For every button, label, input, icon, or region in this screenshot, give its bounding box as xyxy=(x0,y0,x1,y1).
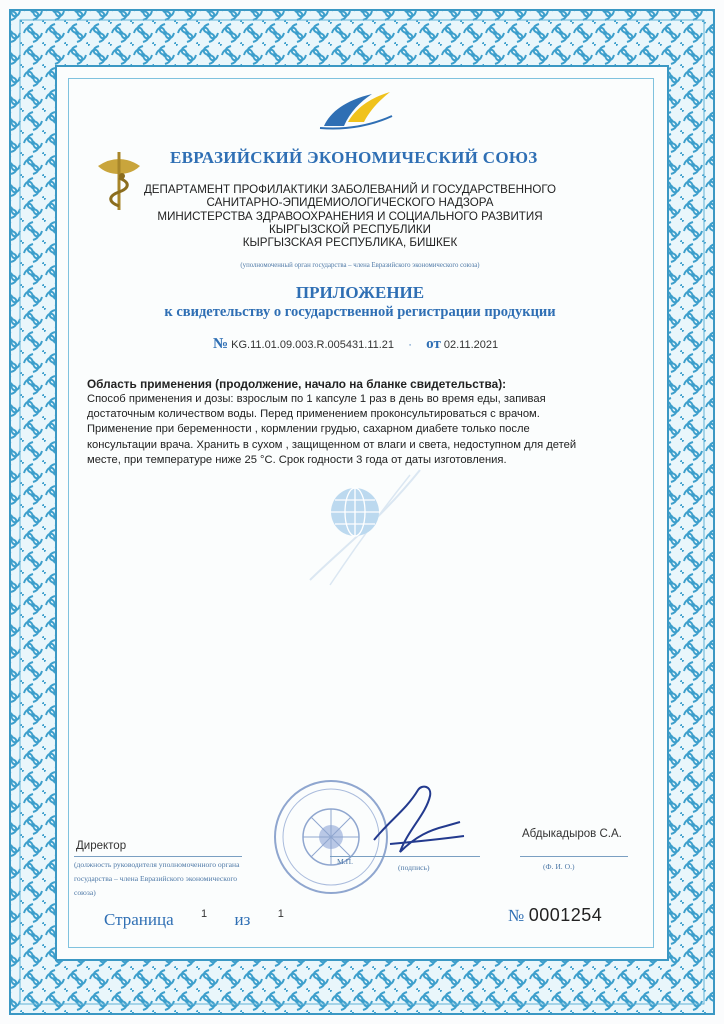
form-number-label: № xyxy=(508,906,525,925)
date-label: от xyxy=(426,336,441,352)
director-label: Директор xyxy=(76,840,127,852)
of-label: из xyxy=(234,910,251,929)
name-caption: (Ф. И. О.) xyxy=(543,862,575,871)
authority-note: (уполномоченный орган государства – члена Евразийского экономического союза) xyxy=(240,262,480,269)
text-line: Способ применения и дозы: взрослым по 1 капсуле 1 раз в день во время еды, запивая xyxy=(87,393,546,405)
text-line: Применение при беременности , кормлении грудью, сахарном диабете только после xyxy=(87,423,530,436)
stamp-caption: М.П. xyxy=(337,857,354,866)
department-block xyxy=(130,183,570,249)
number-label: № xyxy=(213,336,229,352)
form-number-value: 0001254 xyxy=(528,905,603,925)
department-line: КЫРГЫЗСКОЙ РЕСПУБЛИКИ xyxy=(269,222,431,236)
department-line: САНИТАРНО-ЭПИДЕМИОЛОГИЧЕСКОГО НАДЗОРА xyxy=(206,196,494,210)
certificate-number-line: № KG.11.01.09.003.R.005431.11.21 · от 02.11.2021 xyxy=(213,336,499,352)
scope-heading: Область применения (продолжение, начало на бланке свидетельства): xyxy=(87,377,507,391)
scope-text xyxy=(87,392,647,468)
department-line: МИНИСТЕРСТВА ЗДРАВООХРАНЕНИЯ И СОЦИАЛЬНОГО РАЗВИТИЯ xyxy=(157,209,543,223)
appendix-title: ПРИЛОЖЕНИЕ xyxy=(295,283,425,302)
text-line: месте, при температуре ниже 25 °С. Срок годности 3 года от даты изготовления. xyxy=(87,453,507,466)
certificate-date: 02.11.2021 xyxy=(443,339,499,351)
signatory-name: Абдыкадыров С.А. xyxy=(522,828,622,840)
department-line: КЫРГЫЗСКАЯ РЕСПУБЛИКА, БИШКЕК xyxy=(242,236,458,250)
page-total: 1 xyxy=(277,908,284,920)
page-label: Страница xyxy=(104,910,174,929)
eaeu-logo-icon xyxy=(316,86,396,132)
signature-scribble xyxy=(360,780,470,860)
page-counter xyxy=(104,910,307,930)
text-line: консультации врача. Хранить в сухом , защищенном от влаги и света, недоступном для детей xyxy=(87,438,577,451)
globe-watermark xyxy=(300,460,430,590)
position-caption: (должность руководителя уполномоченного органа государства – члена Евразийского экономического союза) xyxy=(74,860,240,898)
department-line: ДЕПАРТАМЕНТ ПРОФИЛАКТИКИ ЗАБОЛЕВАНИЙ И ГОСУДАРСТВЕННОГО xyxy=(143,183,557,196)
name-underline xyxy=(520,856,628,857)
position-underline xyxy=(74,856,242,857)
form-number xyxy=(508,905,602,926)
text-line: достаточным количеством воды. Перед применением проконсультироваться с врачом. xyxy=(87,408,540,421)
page-number: 1 xyxy=(201,908,208,920)
sign-caption: (подпись) xyxy=(398,863,430,872)
union-title: ЕВРАЗИЙСКИЙ ЭКОНОМИЧЕСКИЙ СОЮЗ xyxy=(170,148,538,167)
appendix-subtitle: к свидетельству о государственной регистрации продукции xyxy=(164,304,556,320)
certificate-number: KG.11.01.09.003.R.005431.11.21 xyxy=(231,339,395,351)
